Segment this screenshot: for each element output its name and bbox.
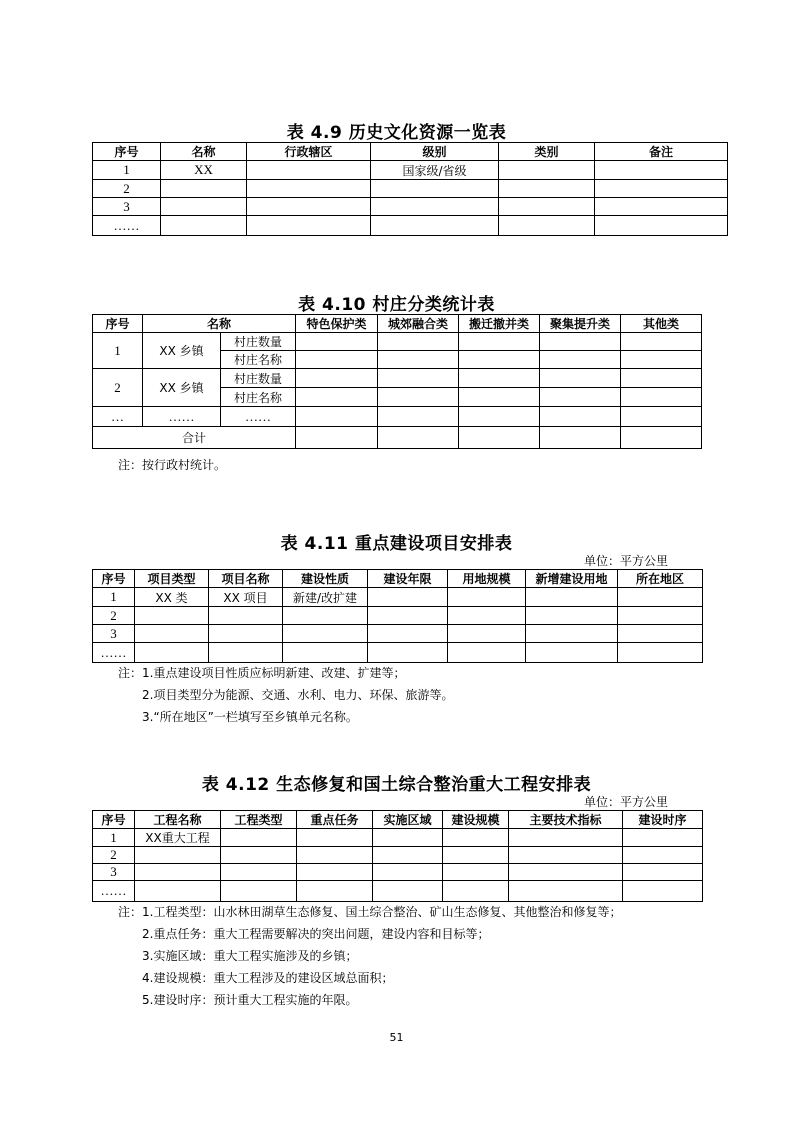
table-row (93, 407, 702, 427)
table-cell (378, 333, 459, 351)
column-header: 实施区域 (373, 811, 443, 829)
table-4-12-title: 表 4.12 生态修复和国土综合整治重大工程安排表 (201, 775, 592, 795)
table-cell (459, 427, 540, 449)
table-4-12-note: 4.建设规模：重大工程涉及的建设区域总面积； (142, 971, 394, 985)
table-row (93, 847, 703, 864)
table-cell (221, 847, 297, 864)
table-row (93, 333, 702, 351)
table-row (93, 198, 728, 216)
table-cell (283, 607, 368, 625)
table-row (93, 588, 703, 607)
table-cell (378, 351, 459, 369)
table-cell (499, 198, 595, 216)
table-cell (540, 407, 621, 427)
table-cell (595, 161, 728, 180)
table-cell (526, 588, 618, 607)
table-cell (459, 333, 540, 351)
table-cell (135, 607, 209, 625)
table-cell (368, 625, 448, 643)
column-header: 工程名称 (135, 811, 221, 829)
table-row (93, 216, 728, 236)
table-cell (371, 216, 499, 236)
column-header: 重点任务 (297, 811, 373, 829)
table-cell: XX 乡镇 (143, 369, 221, 407)
table-cell (371, 198, 499, 216)
table-cell (459, 407, 540, 427)
table-cell (378, 427, 459, 449)
table-cell: …… (221, 407, 296, 427)
table-4-11-note: 3.“所在地区”一栏填写至乡镇单元名称。 (142, 710, 358, 724)
table-row (93, 829, 703, 847)
table-cell (378, 388, 459, 407)
table-row (93, 864, 703, 881)
table-row (93, 625, 703, 643)
table-cell (618, 625, 703, 643)
table-cell (621, 351, 702, 369)
table-4-9-title: 表 4.9 历史文化资源一览表 (286, 123, 507, 143)
table-cell (209, 607, 283, 625)
table-cell: 1 (93, 829, 135, 847)
table-header-row (93, 570, 703, 588)
column-header: 级别 (371, 143, 499, 161)
table-4-11 (92, 569, 703, 663)
table-cell (135, 864, 221, 881)
table-cell (221, 864, 297, 881)
table-cell (621, 388, 702, 407)
table-4-10-note: 注：按行政村统计。 (118, 458, 227, 472)
table-cell (509, 864, 623, 881)
table-cell (135, 881, 221, 902)
table-4-12-note: 5.建设时序：预计重大工程实施的年限。 (142, 993, 358, 1007)
table-cell (623, 881, 703, 902)
column-header: 项目类型 (135, 570, 209, 588)
column-header: 所在地区 (618, 570, 703, 588)
table-cell (283, 643, 368, 663)
table-cell: … (93, 407, 143, 427)
table-header-row (93, 143, 728, 161)
table-cell: 村庄数量 (221, 333, 296, 351)
table-4-10 (92, 314, 702, 449)
table-cell: 2 (93, 369, 143, 407)
table-cell (509, 847, 623, 864)
column-header: 序号 (93, 570, 135, 588)
table-cell (448, 625, 526, 643)
table-cell: 国家级/省级 (371, 161, 499, 180)
column-header: 特色保护类 (296, 315, 378, 333)
column-header: 其他类 (621, 315, 702, 333)
table-cell (221, 881, 297, 902)
table-cell: …… (93, 216, 161, 236)
table-header-row (93, 811, 703, 829)
table-cell (296, 388, 378, 407)
table-cell: 村庄名称 (221, 388, 296, 407)
table-cell: XX重大工程 (135, 829, 221, 847)
column-header: 新增建设用地 (526, 570, 618, 588)
table-cell: 2 (93, 847, 135, 864)
table-cell (595, 216, 728, 236)
table-cell (540, 427, 621, 449)
table-cell: 新建/改扩建 (283, 588, 368, 607)
column-header: 序号 (93, 315, 143, 333)
table-cell: 2 (93, 607, 135, 625)
table-cell (509, 881, 623, 902)
table-cell (373, 881, 443, 902)
table-cell: XX 乡镇 (143, 333, 221, 369)
table-cell: 1 (93, 161, 161, 180)
table-cell (135, 625, 209, 643)
column-header: 名称 (161, 143, 247, 161)
table-cell: XX (161, 161, 247, 180)
table-cell (135, 847, 221, 864)
table-cell (618, 643, 703, 663)
table-cell (247, 180, 371, 198)
table-cell: 3 (93, 625, 135, 643)
table-cell (540, 369, 621, 388)
table-cell (247, 161, 371, 180)
unit-label: 单位：平方公里 (584, 795, 669, 809)
table-cell (621, 333, 702, 351)
table-cell: …… (143, 407, 221, 427)
table-cell (221, 829, 297, 847)
table-row (93, 161, 728, 180)
column-header: 建设年限 (368, 570, 448, 588)
table-4-9 (92, 142, 728, 236)
table-cell (297, 864, 373, 881)
table-cell (623, 829, 703, 847)
table-cell (368, 607, 448, 625)
table-4-12-note: 注：1.工程类型：山水林田湖草生态修复、国土综合整治、矿山生态修复、其他整治和修复等； (118, 905, 622, 919)
table-4-12 (92, 810, 703, 902)
table-cell (621, 407, 702, 427)
table-cell: 2 (93, 180, 161, 198)
table-cell (526, 625, 618, 643)
table-cell (621, 427, 702, 449)
column-header: 备注 (595, 143, 728, 161)
table-cell (161, 216, 247, 236)
table-cell (161, 180, 247, 198)
column-header: 建设时序 (623, 811, 703, 829)
table-cell (499, 161, 595, 180)
unit-label: 单位：平方公里 (584, 554, 669, 568)
table-cell (448, 607, 526, 625)
table-cell (297, 829, 373, 847)
table-cell (499, 180, 595, 198)
table-cell (296, 407, 378, 427)
table-row (93, 643, 703, 663)
table-cell (296, 369, 378, 388)
table-cell: …… (93, 881, 135, 902)
table-cell (368, 643, 448, 663)
table-cell (247, 216, 371, 236)
table-cell (540, 388, 621, 407)
table-row (93, 369, 702, 388)
table-cell: 1 (93, 333, 143, 369)
table-cell: 村庄数量 (221, 369, 296, 388)
table-header-row (93, 315, 702, 333)
table-cell (378, 369, 459, 388)
table-cell (373, 864, 443, 881)
column-header: 聚集提升类 (540, 315, 621, 333)
table-cell (526, 643, 618, 663)
table-cell (373, 829, 443, 847)
table-cell (296, 333, 378, 351)
table-cell (283, 625, 368, 643)
column-header: 序号 (93, 143, 161, 161)
table-cell: 3 (93, 198, 161, 216)
column-header: 主要技术指标 (509, 811, 623, 829)
table-cell (296, 427, 378, 449)
total-label: 合计 (93, 427, 296, 449)
table-cell (209, 625, 283, 643)
table-cell (368, 588, 448, 607)
column-header: 搬迁撤并类 (459, 315, 540, 333)
table-cell (378, 407, 459, 427)
table-cell (540, 333, 621, 351)
table-cell (459, 351, 540, 369)
table-cell (526, 607, 618, 625)
table-cell (247, 198, 371, 216)
column-header: 项目名称 (209, 570, 283, 588)
table-4-11-note: 注：1.重点建设项目性质应标明新建、改建、扩建等； (118, 666, 406, 680)
table-cell (459, 369, 540, 388)
table-cell (443, 864, 509, 881)
column-header: 建设规模 (443, 811, 509, 829)
table-cell (499, 216, 595, 236)
column-header: 类别 (499, 143, 595, 161)
table-cell (623, 847, 703, 864)
table-cell: XX 类 (135, 588, 209, 607)
column-header: 名称 (143, 315, 296, 333)
table-4-10-title: 表 4.10 村庄分类统计表 (298, 295, 495, 315)
table-cell (459, 388, 540, 407)
table-cell (297, 847, 373, 864)
table-cell: 1 (93, 588, 135, 607)
table-cell (540, 351, 621, 369)
table-cell (448, 643, 526, 663)
table-row (93, 427, 702, 449)
table-cell (296, 351, 378, 369)
column-header: 用地规模 (448, 570, 526, 588)
table-cell (135, 643, 209, 663)
table-cell (209, 643, 283, 663)
table-cell (443, 829, 509, 847)
column-header: 序号 (93, 811, 135, 829)
table-cell (595, 198, 728, 216)
table-cell (448, 588, 526, 607)
table-cell (621, 369, 702, 388)
table-cell (443, 881, 509, 902)
table-cell: XX 项目 (209, 588, 283, 607)
table-cell (623, 864, 703, 881)
table-cell (595, 180, 728, 198)
table-4-11-note: 2.项目类型分为能源、交通、水利、电力、环保、旅游等。 (142, 688, 454, 702)
table-cell (618, 588, 703, 607)
table-cell: …… (93, 643, 135, 663)
table-row (93, 607, 703, 625)
table-4-12-note: 2.重点任务：重大工程需要解决的突出问题，建设内容和目标等； (142, 927, 490, 941)
table-4-12-note: 3.实施区域：重大工程实施涉及的乡镇； (142, 949, 358, 963)
column-header: 城郊融合类 (378, 315, 459, 333)
table-cell (297, 881, 373, 902)
table-cell (373, 847, 443, 864)
table-cell (161, 198, 247, 216)
table-cell (371, 180, 499, 198)
table-cell: 3 (93, 864, 135, 881)
table-row (93, 180, 728, 198)
table-cell: 村庄名称 (221, 351, 296, 369)
column-header: 建设性质 (283, 570, 368, 588)
table-cell (509, 829, 623, 847)
column-header: 行政辖区 (247, 143, 371, 161)
table-row (93, 881, 703, 902)
table-4-11-title: 表 4.11 重点建设项目安排表 (280, 534, 513, 554)
page-number: 51 (389, 1031, 404, 1044)
table-cell (618, 607, 703, 625)
column-header: 工程类型 (221, 811, 297, 829)
table-cell (443, 847, 509, 864)
